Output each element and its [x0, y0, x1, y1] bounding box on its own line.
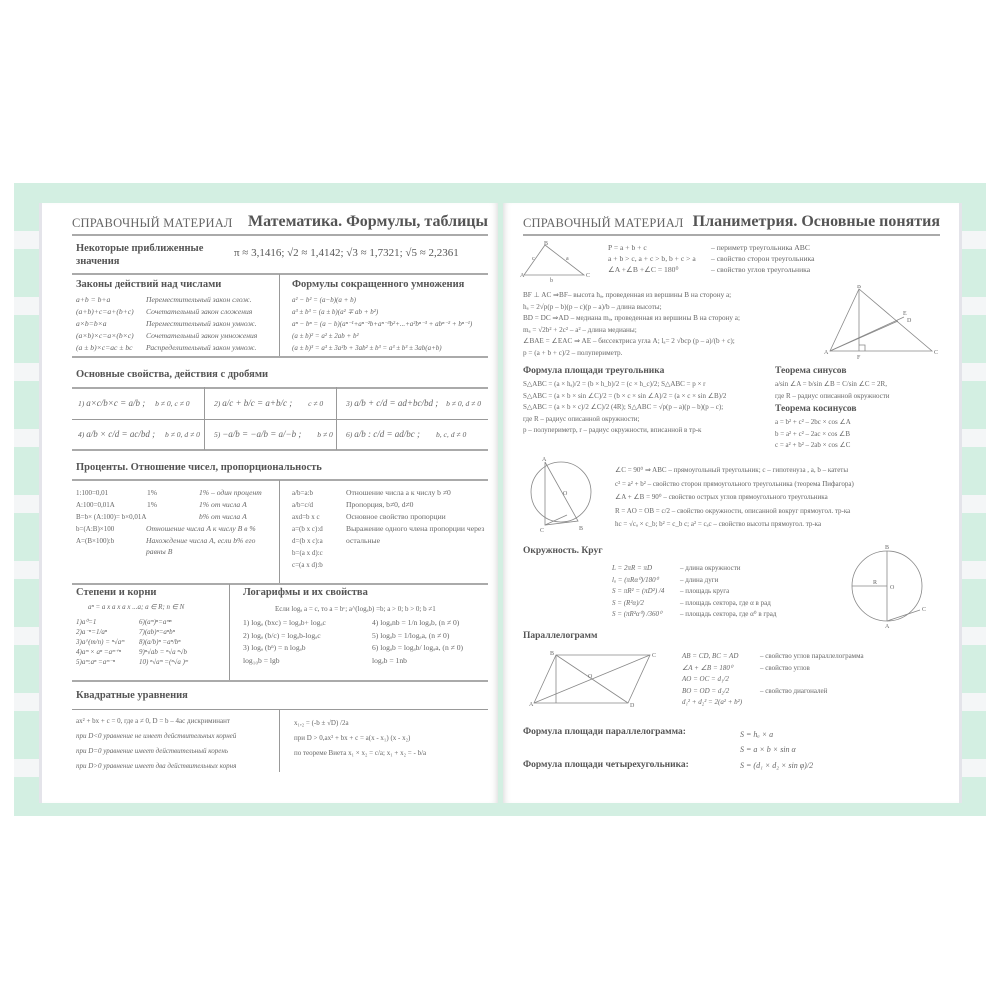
- sines-heading: Теорема синусов: [775, 366, 847, 376]
- laws-descriptions: Переместительный закон слож. Сочетательный закон сложения Переместительный закон умнож. Сочетательный закон умножения Распределительный закон умнож.: [146, 295, 258, 352]
- triangle-area-heading: Формула площади треугольника: [523, 366, 665, 376]
- triangle-heights-diagram: [822, 285, 942, 360]
- svg-text:A: A: [824, 350, 829, 356]
- triangle-abc-diagram: [520, 240, 595, 282]
- svg-text:C: C: [652, 653, 657, 659]
- svg-text:O: O: [563, 491, 568, 497]
- parallelogram-diagram: [528, 650, 658, 708]
- svg-text:B: B: [550, 651, 555, 657]
- triangle-lines-text: BF ⊥ AC ⇒BF– высота hₐ, проведенная из вершины B на сторону a; hₐ = 2√p(p – b)(p – c)(p – a)/b – длина высоты; BD = DC ⇒AD – медиана mₐ, проведенная из вершины B на сторону a; mₐ = √2b² + 2c² – a² – длина медианы; ∠BAE = ∠EAC ⇒ AE – биссектриса угла A; lₐ= 2 √bcp (p – a)/(b + c); p = (a + b + c)/2 – полупериметр.: [523, 291, 740, 357]
- cosines-text: a = b² + c² – 2bc × cos ∠A b = a² + c² – 2ac × cos ∠B c = a² + b² – 2ab × cos ∠C: [775, 418, 851, 449]
- powers-definition: aⁿ = a x a x a x ...a; a ∈ R; n ∈ N: [88, 603, 185, 611]
- fraction-cell: 1) a×c/b×c = a/b ; b ≠ 0, c ≠ 0: [78, 398, 190, 408]
- triangle-area-formulas: S△ABC = (a × hₐ)/2 = (b × h_b)/2 = (c × h_c)/2; S△ABC = p × r S△ABC = (a × b × sin ∠C)/2 = (b × c × sin ∠A)/2 = (a × c × sin ∠B)/2 S△ABC = (a × b × c)/2 ∠C)/2 (4R); S△ABC = √p(p – a)(p – b)(p – c); где R – радиус описанной окружности; p – полупериметр, r – радиус окружности, вписанной в тр-к: [523, 380, 727, 434]
- parallelogram-area-formulas: S = hₐ × a S = a × b × sin α: [740, 730, 796, 754]
- svg-text:R: R: [873, 580, 878, 586]
- percent-desc: 1% – один процент 1% от числа А b% от числа А: [199, 488, 262, 521]
- svg-text:O: O: [588, 674, 593, 680]
- percent-desc-2: Отношение числа А к числу В в % Нахождение числа А, если b% его равны В: [146, 524, 256, 556]
- triangle-formulas: P = a + b + c a + b > c, a + c > b, b + c > a ∠A +∠B +∠C = 180⁰: [608, 243, 696, 274]
- svg-text:A: A: [885, 624, 890, 628]
- ratio-formulas: a/b=a:b a/b=c/d axd=b x c a=(b x c):d d=(b x c):a b=(a x d):c c=(a x d):b: [292, 489, 323, 569]
- svg-text:C: C: [934, 350, 939, 356]
- fraction-cell: 6) a/b : c/d = ad/bc ; b, c, d ≠ 0: [346, 429, 467, 439]
- circle-diagram: [845, 543, 930, 628]
- parallelogram-area-label: Формула площади параллелограмма:: [523, 727, 686, 737]
- quadratic-col2: x₁,₂ = (-b ± √D) /2a при D > 0,ax² + bx + c = a(x - x₁) (x - x₂) по теореме Виета x₁ × x₂ = c/a; x₁ + x₂ = - b/a: [294, 719, 427, 757]
- page-kicker: СПРАВОЧНЫЙ МАТЕРИАЛ: [72, 216, 233, 230]
- svg-text:a: a: [566, 256, 569, 262]
- svg-text:B: B: [579, 526, 584, 532]
- powers-heading: Степени и корни: [76, 587, 157, 598]
- approx-values: π ≈ 3,1416; √2 ≈ 1,4142; √3 ≈ 1,7321; √5 ≈ 2,2361: [234, 247, 459, 259]
- page-title: Математика. Формулы, таблицы: [247, 213, 488, 230]
- fractions-heading: Основные свойства, действия с дробями: [76, 369, 269, 380]
- svg-text:B: B: [544, 241, 549, 247]
- svg-text:D: D: [630, 703, 635, 708]
- right-triangle-circle-diagram: [528, 455, 594, 535]
- approx-heading: Некоторые приближенные значения: [76, 243, 204, 267]
- page-kicker: СПРАВОЧНЫЙ МАТЕРИАЛ: [523, 216, 684, 230]
- svg-text:B: B: [885, 545, 890, 551]
- logs-col1: 1) logₐ (bxc) = logₐb+ logₐc 2) logₐ (b/c) = logₐb-logₐc 3) logₐ (bⁿ) = n logₐb log₁₀b = lgb: [243, 618, 326, 665]
- fraction-cell: 4) a/b × c/d = ac/bd ; b ≠ 0, d ≠ 0: [78, 429, 200, 439]
- triangle-descriptions: – периметр треугольника ABC – свойство сторон треугольника – свойство углов треугольника: [711, 243, 815, 274]
- svg-text:O: O: [890, 585, 895, 591]
- parallelogram-formulas: AB = CD, BC = AD ∠A + ∠B = 180⁰ AO = OC = d₁/2 BO = OD = d₂/2 d₁² + d₂² = 2(a² + b²): [682, 652, 743, 706]
- quadrilateral-area-formula: S = (d₁ × d₂ × sin φ)/2: [740, 761, 814, 770]
- svg-text:A: A: [529, 702, 534, 708]
- parallelogram-heading: Параллелограмм: [523, 631, 598, 641]
- powers-col2: 6)(aᵐ)ⁿ=aᵐⁿ 7)(ab)ⁿ=aⁿbⁿ 8)(a/b)ⁿ =aⁿ/bⁿ 9)ⁿ√ab = ⁿ√a ⁿ√b 10) ⁿ√aᵐ =(ⁿ√a )ᵐ: [139, 618, 188, 666]
- quadratic-heading: Квадратные уравнения: [76, 690, 188, 701]
- percent-values: 1% 1%: [147, 488, 158, 509]
- percent-heading: Проценты. Отношение чисел, пропорциональность: [76, 462, 322, 473]
- svg-text:b: b: [550, 278, 553, 282]
- fraction-cell: 3) a/b + c/d = ad+bc/bd ; b ≠ 0, d ≠ 0: [346, 398, 482, 408]
- svg-text:C: C: [922, 607, 927, 613]
- logs-col2: 4) logₐnb = 1/n logₐb, (n ≠ 0) 5) logₐb = 1/logₐa, (n ≠ 0) 6) logₐb = logₐb/ logₐa, (n ≠ 0) logₑb = 1nb: [372, 618, 464, 665]
- svg-text:D: D: [907, 318, 912, 324]
- sines-text: a/sin ∠A = b/sin ∠B = C/sin ∠C = 2R, где R – радиус описанной окружности: [775, 380, 890, 400]
- svg-text:A: A: [520, 273, 525, 279]
- svg-text:F: F: [857, 355, 861, 360]
- fraction-cell: 5) −a/b = −a/b = a/−b ; b ≠ 0: [214, 429, 333, 439]
- page-title: Планиметрия. Основные понятия: [692, 213, 940, 230]
- quadratic-col1: ax² + bx + c = 0, где a ≠ 0, D = b – 4ac дискриминант при D<0 уравнение не имеет действительных корней при D=0 уравнение имеет действительный корень при D>0 уравнение имеет два действительных корня: [76, 717, 237, 770]
- percent-formulas: 1:100=0,01 A:100=0,01A B=b× (A:100)= b×0,01A b=(A:B)×100 A=(B×100):b: [76, 489, 147, 545]
- logs-intro: Если logₐ a = c, то a = bᶜ; a^(logₐb) =b; a > 0; b > 0; b ≠1: [275, 605, 436, 613]
- laws-heading: Законы действий над числами: [76, 279, 222, 290]
- cosines-heading: Теорема косинусов: [775, 404, 857, 414]
- svg-text:A: A: [542, 457, 547, 463]
- quadrilateral-area-label: Формула площади четырехугольника:: [523, 760, 689, 770]
- svg-text:C: C: [540, 528, 545, 534]
- svg-text:E: E: [903, 311, 907, 317]
- right-triangle-text: ∠C = 90⁰ ⇒ ABC – прямоугольный треугольник; c – гипотенуза , a, b – катеты c² = a² + b² – свойство сторон прямоугольного треугольника (теорема Пифагора) ∠A + ∠B = 90⁰ – свойство острых углов прямоугольного треугольника R = AO = OB = c/2 – свойство окружности, описанной вокруг прямоугол. тр-ка hc = √cₐ × c_b; b² = c_b c; a² = cₐc – свойство высоты прямоугол. тр-ка: [615, 466, 854, 528]
- ratio-desc: Отношение числа a к числу b ≠0 Пропорция, b≠0, d≠0 Основное свойство пропорции Выражение одного члена пропорции через остальные: [346, 488, 485, 545]
- circle-heading: Окружность. Круг: [523, 546, 603, 556]
- parallelogram-descriptions: – свойство углов параллелограмма – свойство углов – свойство диагоналей: [760, 652, 864, 695]
- svg-text:B: B: [857, 285, 862, 290]
- short-mult-formulas: a² − b² = (a−b)(a + b) a³ ± b³ = (a ± b)(a² ∓ ab + b²) aⁿ − bⁿ = (a − b)(aⁿ⁻¹+aⁿ⁻²b+aⁿ⁻³b²+...+a²bⁿ⁻³ + abⁿ⁻² + bⁿ⁻¹) (a ± b)² = a² ± 2ab + b² (a ± b)³ = a³ ± 3a²b + 3ab² ± b³ = a³ ± b³ ± 3ab(a+b): [292, 296, 473, 352]
- fraction-cell: 2) a/c + b/c = a+b/c ; c ≠ 0: [214, 398, 324, 408]
- svg-text:c: c: [532, 256, 535, 262]
- circle-formulas: L = 2πR = πD lₐ = (πRα⁰)/180⁰ S = πR² = (πD²) /4 S = (R²α)/2 S = (πR²α⁰) /360⁰: [612, 564, 665, 618]
- svg-text:C: C: [586, 273, 591, 279]
- short-mult-heading: Формулы сокращенного умножения: [292, 279, 465, 290]
- laws-formulas: a+b = b+a (a+b)+c=a+(b+c) a×b=b×a (a×b)×c=a×(b×c) (a ± b)×c=ac ± bc: [76, 295, 134, 352]
- logs-heading: Логарифмы и их свойства: [243, 587, 368, 598]
- powers-col1: 1)a⁰=1 2)a⁻ⁿ=1/aⁿ 3)a^(m/n) = ⁿ√aᵐ 4)aᵐ × aⁿ =aᵐ⁺ⁿ 5)aᵐ:aⁿ =aᵐ⁻ⁿ: [76, 618, 125, 666]
- circle-descriptions: – длина окружности – длина дуги – площадь круга – площадь сектора, где α в рад – площадь сектора, где α⁰ в град: [680, 564, 777, 618]
